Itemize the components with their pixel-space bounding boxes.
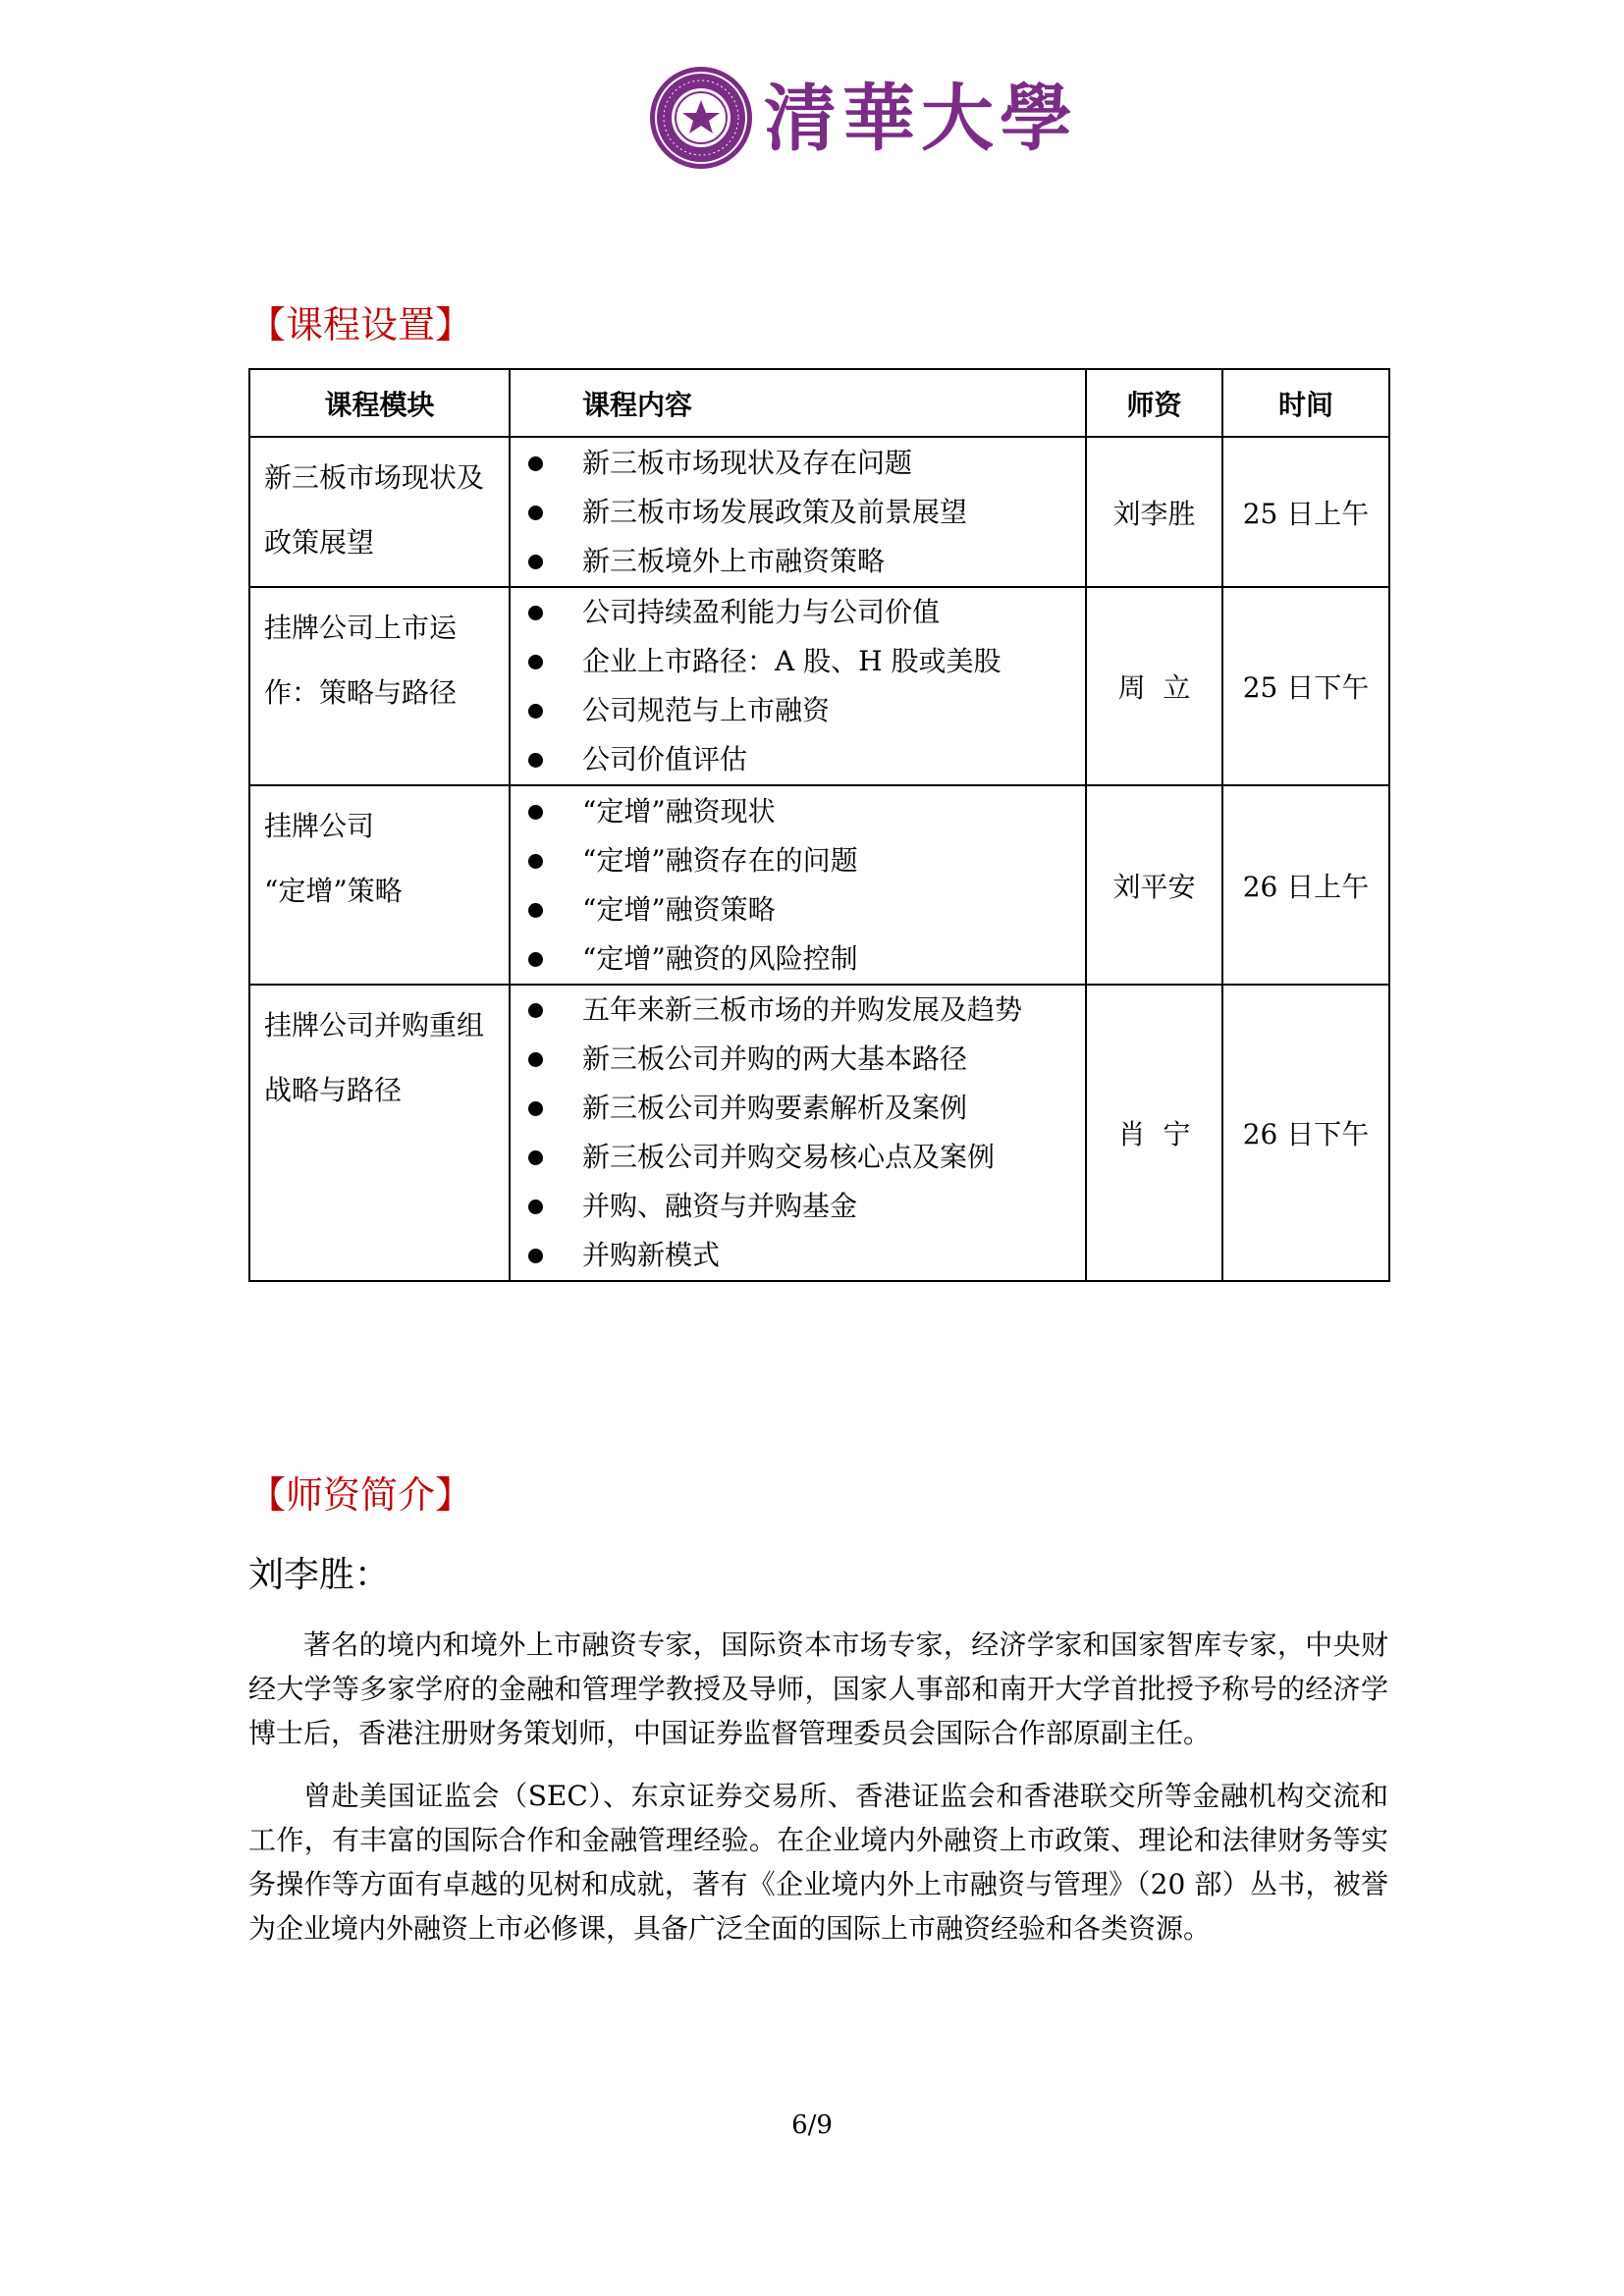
list-item: 并购新模式: [511, 1231, 1085, 1280]
module-cell: [249, 785, 510, 985]
list-item: 新三板市场现状及存在问题: [511, 439, 1085, 488]
bullet-icon: [528, 704, 543, 719]
bullet-icon: [528, 952, 543, 967]
list-item: 并购、融资与并购基金: [511, 1182, 1085, 1231]
bullet-icon: [528, 1052, 543, 1067]
list-item: 新三板公司并购要素解析及案例: [511, 1084, 1085, 1133]
module-name-line: 作：策略与路径: [264, 676, 458, 709]
module-name-line: 挂牌公司并购重组: [264, 1009, 485, 1041]
header-teacher: 师资: [1086, 369, 1222, 437]
bullet-icon: [528, 805, 543, 820]
bullet-icon: [528, 753, 543, 768]
header-module: 课程模块: [249, 369, 510, 437]
course-setup-title: 【课程设置】: [248, 303, 473, 347]
topics-cell: [510, 985, 1086, 1281]
university-name-logo: 清華大學: [764, 77, 1078, 161]
list-item: 五年来新三板市场的并购发展及趋势: [511, 986, 1085, 1035]
time-cell: 26 日下午: [1222, 985, 1389, 1281]
list-item: 新三板境外上市融资策略: [511, 537, 1085, 586]
faculty-name: 刘李胜：: [248, 1555, 391, 1595]
module-name-line: 挂牌公司上市运: [264, 612, 458, 644]
list-item: 新三板公司并购交易核心点及案例: [511, 1133, 1085, 1182]
bullet-icon: [528, 903, 543, 918]
list-item: 公司规范与上市融资: [511, 686, 1085, 735]
table-row: [249, 985, 1389, 1281]
table-header-row: [249, 369, 1389, 437]
module-name-line: “定增”策略: [264, 875, 403, 907]
list-item: 企业上市路径：A 股、H 股或美股: [511, 637, 1085, 686]
bio-paragraph: 著名的境内和境外上市融资专家，国际资本市场专家，经济学家和国家智库专家，中央财经大学等多家学府的金融和管理学教授及导师，国家人事部和南开大学首批授予称号的经济学博士后，香港注册财务策划师，中国证券监督管理委员会国际合作部原副主任。: [248, 1629, 1388, 1749]
list-item: “定增”融资的风险控制: [511, 934, 1085, 984]
teacher-cell: 周 立: [1086, 587, 1222, 785]
table-row: [249, 785, 1389, 985]
table-row: [249, 437, 1389, 587]
bullet-icon: [528, 1150, 543, 1165]
bullet-icon: [528, 456, 543, 471]
list-item: 新三板市场发展政策及前景展望: [511, 488, 1085, 537]
list-item: 新三板公司并购的两大基本路径: [511, 1035, 1085, 1084]
module-name-line: 新三板市场现状及: [264, 461, 485, 494]
bullet-icon: [528, 506, 543, 520]
topics-cell: [510, 437, 1086, 587]
module-cell: [249, 587, 510, 785]
teacher-cell: 刘李胜: [1086, 437, 1222, 587]
time-cell: 26 日上午: [1222, 785, 1389, 985]
time-cell: 25 日上午: [1222, 437, 1389, 587]
tsinghua-logo: [648, 61, 1078, 174]
list-item: 公司价值评估: [511, 735, 1085, 784]
bullet-icon: [528, 854, 543, 869]
table-row: [249, 587, 1389, 785]
topics-cell: [510, 785, 1086, 985]
header-time: 时间: [1222, 369, 1389, 437]
teacher-cell: 肖 宁: [1086, 985, 1222, 1281]
bullet-icon: [528, 655, 543, 669]
course-table: [248, 368, 1390, 1282]
bullet-icon: [528, 1200, 543, 1214]
header-content: 课程内容: [510, 369, 1086, 437]
time-cell: 25 日下午: [1222, 587, 1389, 785]
bullet-icon: [528, 1003, 543, 1018]
bullet-icon: [528, 1101, 543, 1116]
module-name-line: 政策展望: [264, 526, 375, 559]
teacher-cell: 刘平安: [1086, 785, 1222, 985]
list-item: “定增”融资现状: [511, 787, 1085, 836]
bio-paragraph: 曾赴美国证监会（SEC）、东京证券交易所、香港证监会和香港联交所等金融机构交流和工作，有丰富的国际合作和金融管理经验。在企业境内外融资上市政策、理论和法律财务等实务操作等方面有卓越的见树和成就，著有《企业境内外上市融资与管理》（20 部）丛书，被誉为企业境内外融资上市必修课，具备广泛全面的国际上市融资经验和各类资源。: [248, 1780, 1388, 1945]
list-item: “定增”融资存在的问题: [511, 836, 1085, 885]
bullet-icon: [528, 1249, 543, 1263]
list-item: 公司持续盈利能力与公司价值: [511, 588, 1085, 637]
topics-cell: [510, 587, 1086, 785]
faculty-intro-title: 【师资简介】: [248, 1473, 473, 1517]
module-cell: [249, 985, 510, 1281]
bullet-icon: [528, 606, 543, 620]
page-number: 6/9: [791, 2110, 833, 2140]
module-name-line: 挂牌公司: [264, 810, 375, 842]
bullet-icon: [528, 555, 543, 569]
university-seal-icon: [648, 65, 754, 171]
list-item: “定增”融资策略: [511, 885, 1085, 934]
module-name-line: 战略与路径: [264, 1074, 403, 1106]
module-cell: [249, 437, 510, 587]
